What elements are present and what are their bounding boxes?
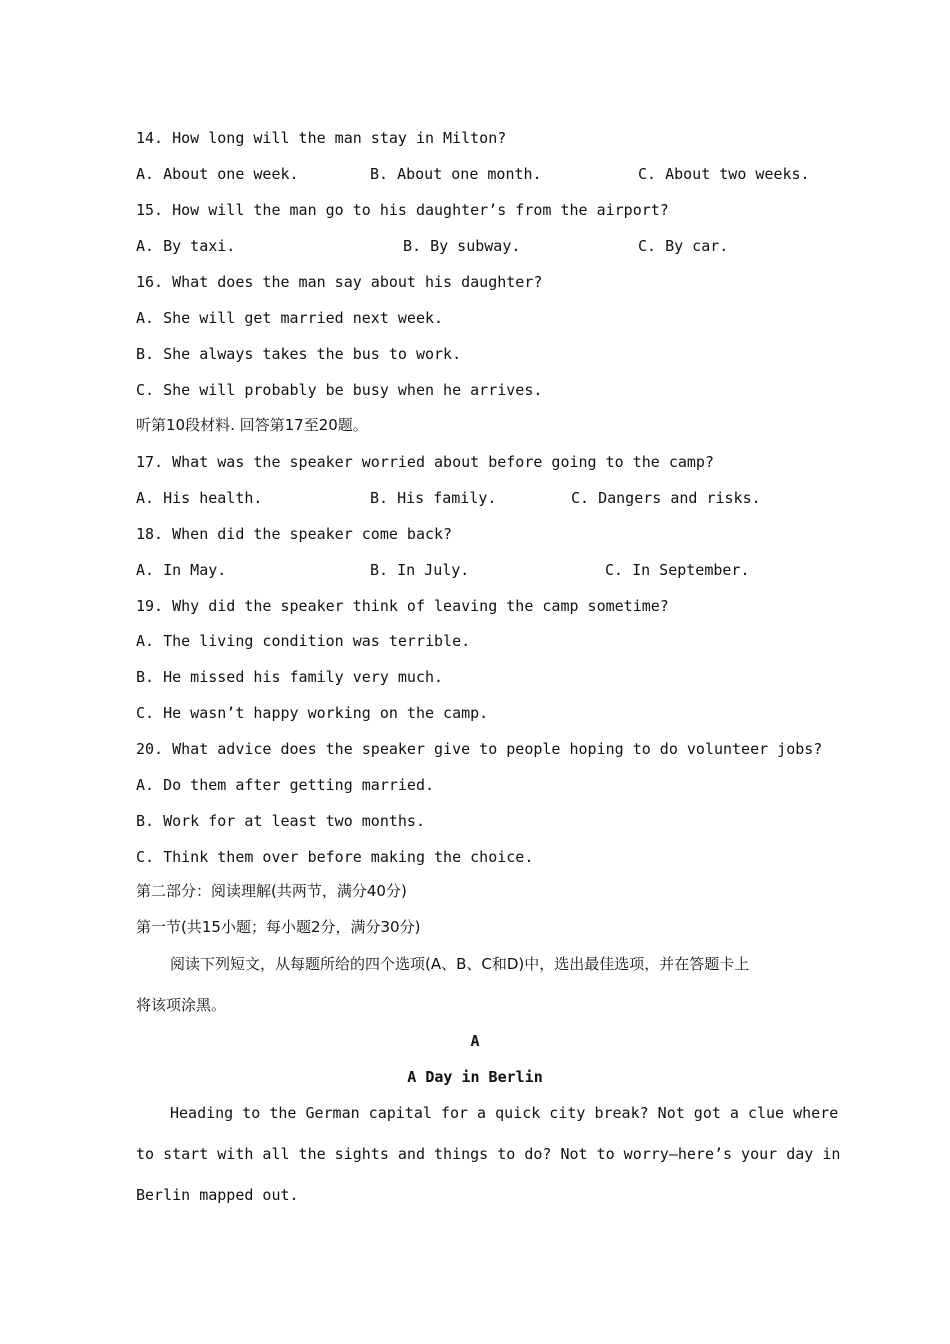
- question-17-stem: 17. What was the speaker worried about before going to the camp?: [136, 453, 714, 471]
- question-17-option-c: C. Dangers and risks.: [571, 489, 761, 507]
- passage-line-1: Heading to the German capital for a quick city break? Not got a clue where: [170, 1104, 839, 1122]
- instructions-line-2: 将该项涂黑。: [136, 996, 227, 1014]
- question-19-stem: 19. Why did the speaker think of leaving the camp sometime?: [136, 597, 669, 615]
- question-19-option-c: C. He wasn’t happy working on the camp.: [136, 704, 489, 722]
- section-1-heading: 第一节(共15小题；每小题2分，满分30分): [136, 918, 421, 936]
- question-16-stem: 16. What does the man say about his daughter?: [136, 273, 543, 291]
- question-18-option-b: B. In July.: [370, 561, 470, 579]
- question-18-option-c: C. In September.: [605, 561, 750, 579]
- question-20-option-c: C. Think them over before making the choice.: [136, 848, 534, 866]
- question-15-option-a: A. By taxi.: [136, 237, 236, 255]
- passage-letter: A: [470, 1032, 480, 1050]
- question-16-option-a: A. She will get married next week.: [136, 309, 444, 327]
- passage-line-2: to start with all the sights and things to do? Not to worry—here’s your day in: [136, 1145, 841, 1163]
- question-20-option-a: A. Do them after getting married.: [136, 776, 435, 794]
- question-15-stem: 15. How will the man go to his daughter’s from the airport?: [136, 201, 669, 219]
- instructions-line-1: 阅读下列短文，从每题所给的四个选项(A、B、C和D)中，选出最佳选项，并在答题卡上: [170, 955, 750, 973]
- question-16-option-c: C. She will probably be busy when he arrives.: [136, 381, 543, 399]
- section-10-heading: 听第10段材料. 回答第17至20题。: [136, 416, 368, 434]
- question-15-option-b: B. By subway.: [403, 237, 521, 255]
- question-14-option-a: A. About one week.: [136, 165, 299, 183]
- part-2-heading: 第二部分：阅读理解(共两节，满分40分): [136, 882, 407, 900]
- question-17-option-a: A. His health.: [136, 489, 263, 507]
- question-18-option-a: A. In May.: [136, 561, 227, 579]
- passage-line-3: Berlin mapped out.: [136, 1186, 299, 1204]
- question-19-option-a: A. The living condition was terrible.: [136, 632, 471, 650]
- question-20-option-b: B. Work for at least two months.: [136, 812, 425, 830]
- question-17-option-b: B. His family.: [370, 489, 497, 507]
- question-20-stem: 20. What advice does the speaker give to people hoping to do volunteer jobs?: [136, 740, 823, 758]
- question-14-stem: 14. How long will the man stay in Milton?: [136, 129, 507, 147]
- passage-title: A Day in Berlin: [407, 1068, 543, 1086]
- question-16-option-b: B. She always takes the bus to work.: [136, 345, 462, 363]
- question-18-stem: 18. When did the speaker come back?: [136, 525, 453, 543]
- question-14-option-b: B. About one month.: [370, 165, 542, 183]
- question-14-option-c: C. About two weeks.: [638, 165, 810, 183]
- question-15-option-c: C. By car.: [638, 237, 729, 255]
- question-19-option-b: B. He missed his family very much.: [136, 668, 444, 686]
